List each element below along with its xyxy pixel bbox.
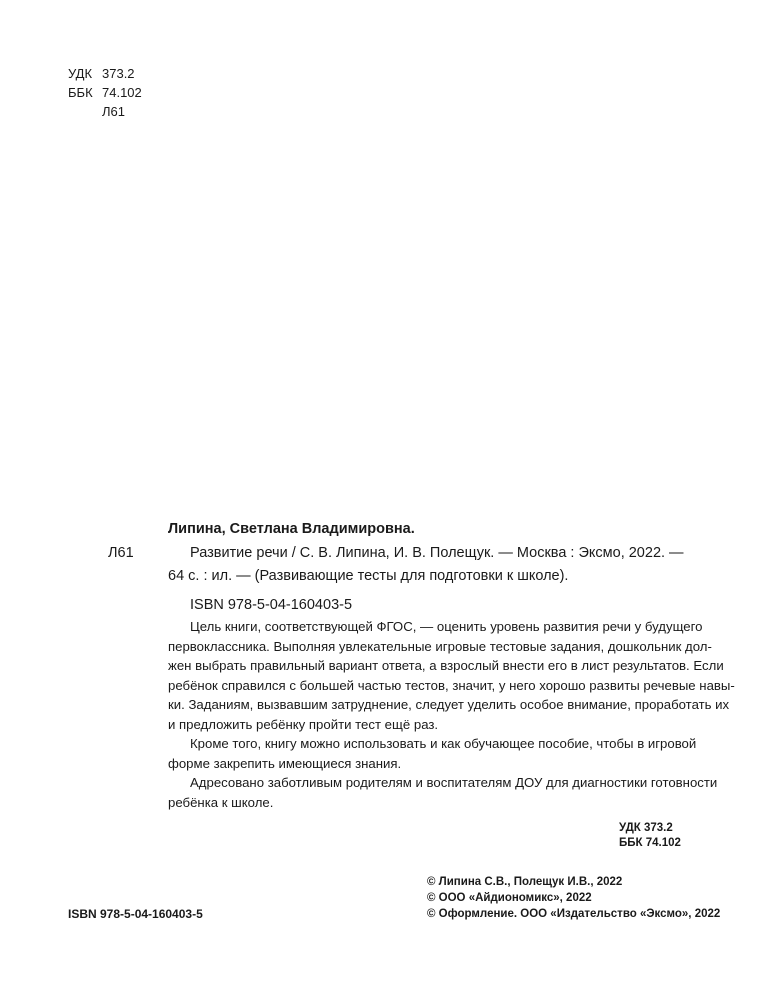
udk-value: 373.2 [102, 66, 135, 81]
udk-code: УДК 373.2 [619, 822, 673, 834]
udk-row [68, 64, 135, 83]
annotation-p1-line: первоклассника. Выполняя увлекательные игровые тестовые задания, дошкольник дол- [168, 638, 712, 654]
annotation-p1-line: и предложить ребёнку пройти тест ещё раз. [168, 716, 439, 732]
record-isbn: ISBN 978-5-04-160403-5 [190, 597, 353, 613]
bbk-row [68, 83, 142, 102]
author-heading: Липина, Светлана Владимировна. [168, 521, 415, 537]
bbk-value: 74.102 [102, 85, 142, 100]
annotation-p2-line: Кроме того, книгу можно использовать и как обучающее пособие, чтобы в игровой [190, 736, 697, 751]
annotation-p3-line: ребёнка к школе. [168, 794, 274, 810]
bbk-label: ББК [68, 85, 93, 100]
author-mark-top: Л61 [102, 104, 125, 119]
annotation-p1-line: ки. Заданиям, вызвавшим затруднение, следует уделить особое внимание, проработать их [168, 697, 730, 712]
udk-label: УДК [68, 66, 93, 81]
annotation-p1-line: жен выбрать правильный вариант ответа, а взрослый внести его в лист результатов. Если [168, 658, 724, 673]
author-mark: Л61 [108, 545, 134, 561]
annotation-p1-line: Цель книги, соответствующей ФГОС, — оценить уровень развития речи у будущего [190, 619, 703, 634]
copyright-authors: © Липина С.В., Полещук И.В., 2022 [427, 876, 623, 888]
copyright-publisher: © Оформление. ООО «Издательство «Эксмо», 2022 [427, 908, 721, 920]
record-pages-line: 64 с. : ил. — (Развивающие тесты для подготовки к школе). [168, 568, 569, 584]
annotation-p3-line: Адресовано заботливым родителям и воспитателям ДОУ для диагностики готовности [190, 775, 718, 790]
annotation-p1-line: ребёнок справился с большей частью тестов, значит, у него хорошо развиты речевые навы- [168, 677, 735, 693]
bbk-code: ББК 74.102 [619, 837, 681, 849]
record-title-line: Развитие речи / С. В. Липина, И. В. Полещук. — Москва : Эксмо, 2022. — [190, 545, 684, 561]
copyright-design-company: © ООО «Айдиономикс», 2022 [427, 892, 592, 904]
footer-isbn: ISBN 978-5-04-160403-5 [68, 907, 203, 921]
annotation-p2-line: форме закрепить имеющиеся знания. [168, 755, 402, 771]
